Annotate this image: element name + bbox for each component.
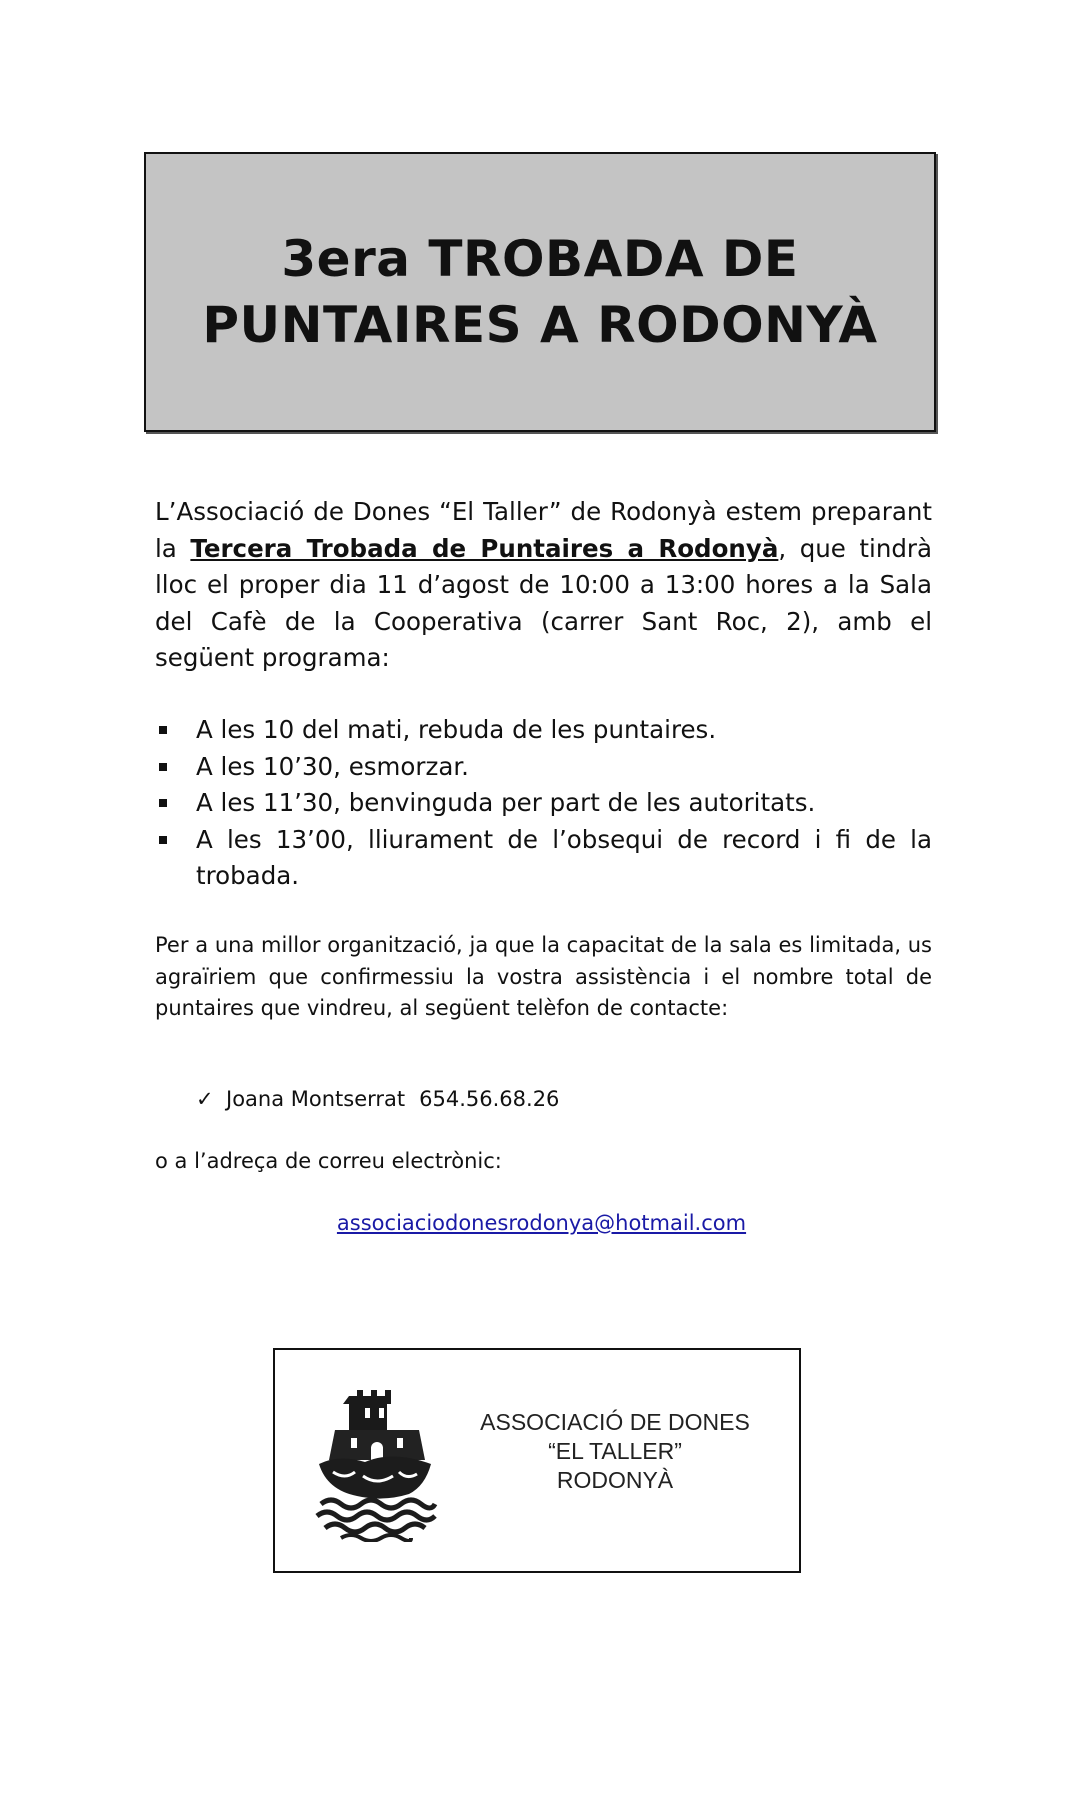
- intro-paragraph: [155, 494, 932, 677]
- title-line-2: PUNTAIRES A RODONYÀ: [202, 296, 878, 354]
- contact-entry: [196, 1084, 559, 1114]
- square-bullet-icon: [159, 836, 167, 844]
- organization-line-1: ASSOCIACIÓ DE DONES: [480, 1409, 750, 1435]
- email-row: [0, 1208, 1083, 1238]
- intro-text-start: L’Associació de Dones “El Taller” de Rodonyà estem preparant la: [155, 497, 932, 563]
- title-banner: [144, 152, 936, 432]
- square-bullet-icon: [159, 799, 167, 807]
- program-item-text: A les 10 del mati, rebuda de les puntaires.: [196, 715, 717, 744]
- email-intro: o a l’adreça de correu electrònic:: [155, 1149, 502, 1173]
- square-bullet-icon: [159, 726, 167, 734]
- program-item: [155, 785, 932, 822]
- organization-line-3: RODONYÀ: [556, 1467, 674, 1493]
- castle-logo-icon: [311, 1382, 441, 1542]
- event-name: Tercera Trobada de Puntaires a Rodonyà: [190, 533, 779, 563]
- program-item: [155, 749, 932, 786]
- email-link[interactable]: associaciodonesrodonya@hotmail.com: [336, 1211, 747, 1235]
- organization-name: [445, 1408, 785, 1495]
- intro-text-end: , que tindrà lloc el proper dia 11 d’agost de 10:00 a 13:00 hores a la Sala del Cafè de la Cooperativa (carrer Sant Roc, 2), amb el següent programa:: [155, 533, 932, 672]
- contact-phone: 654.56.68.26: [419, 1087, 560, 1111]
- program-item-text: A les 11’30, benvinguda per part de les autoritats.: [196, 788, 816, 817]
- title-line-1: 3era TROBADA DE: [281, 230, 799, 288]
- program-item: [155, 712, 932, 749]
- organization-line-2: “EL TALLER”: [548, 1438, 682, 1464]
- checkmark-icon: ✓: [196, 1087, 214, 1111]
- program-item-text: A les 13’00, lliurament de l’obsequi de record i fi de la trobada.: [196, 824, 932, 890]
- organization-box: [273, 1348, 801, 1573]
- contact-name: Joana Montserrat: [226, 1087, 406, 1111]
- program-item-text: A les 10’30, esmorzar.: [196, 751, 469, 781]
- square-bullet-icon: [159, 763, 167, 771]
- program-list: [155, 712, 932, 895]
- program-item: [155, 822, 932, 895]
- registration-note: Per a una millor organització, ja que la capacitat de la sala es limitada, us agraïriem que confirmessiu la vostra assistència i el nombre total de puntaires que vindreu, al següent telèfon de contacte:: [155, 933, 932, 1020]
